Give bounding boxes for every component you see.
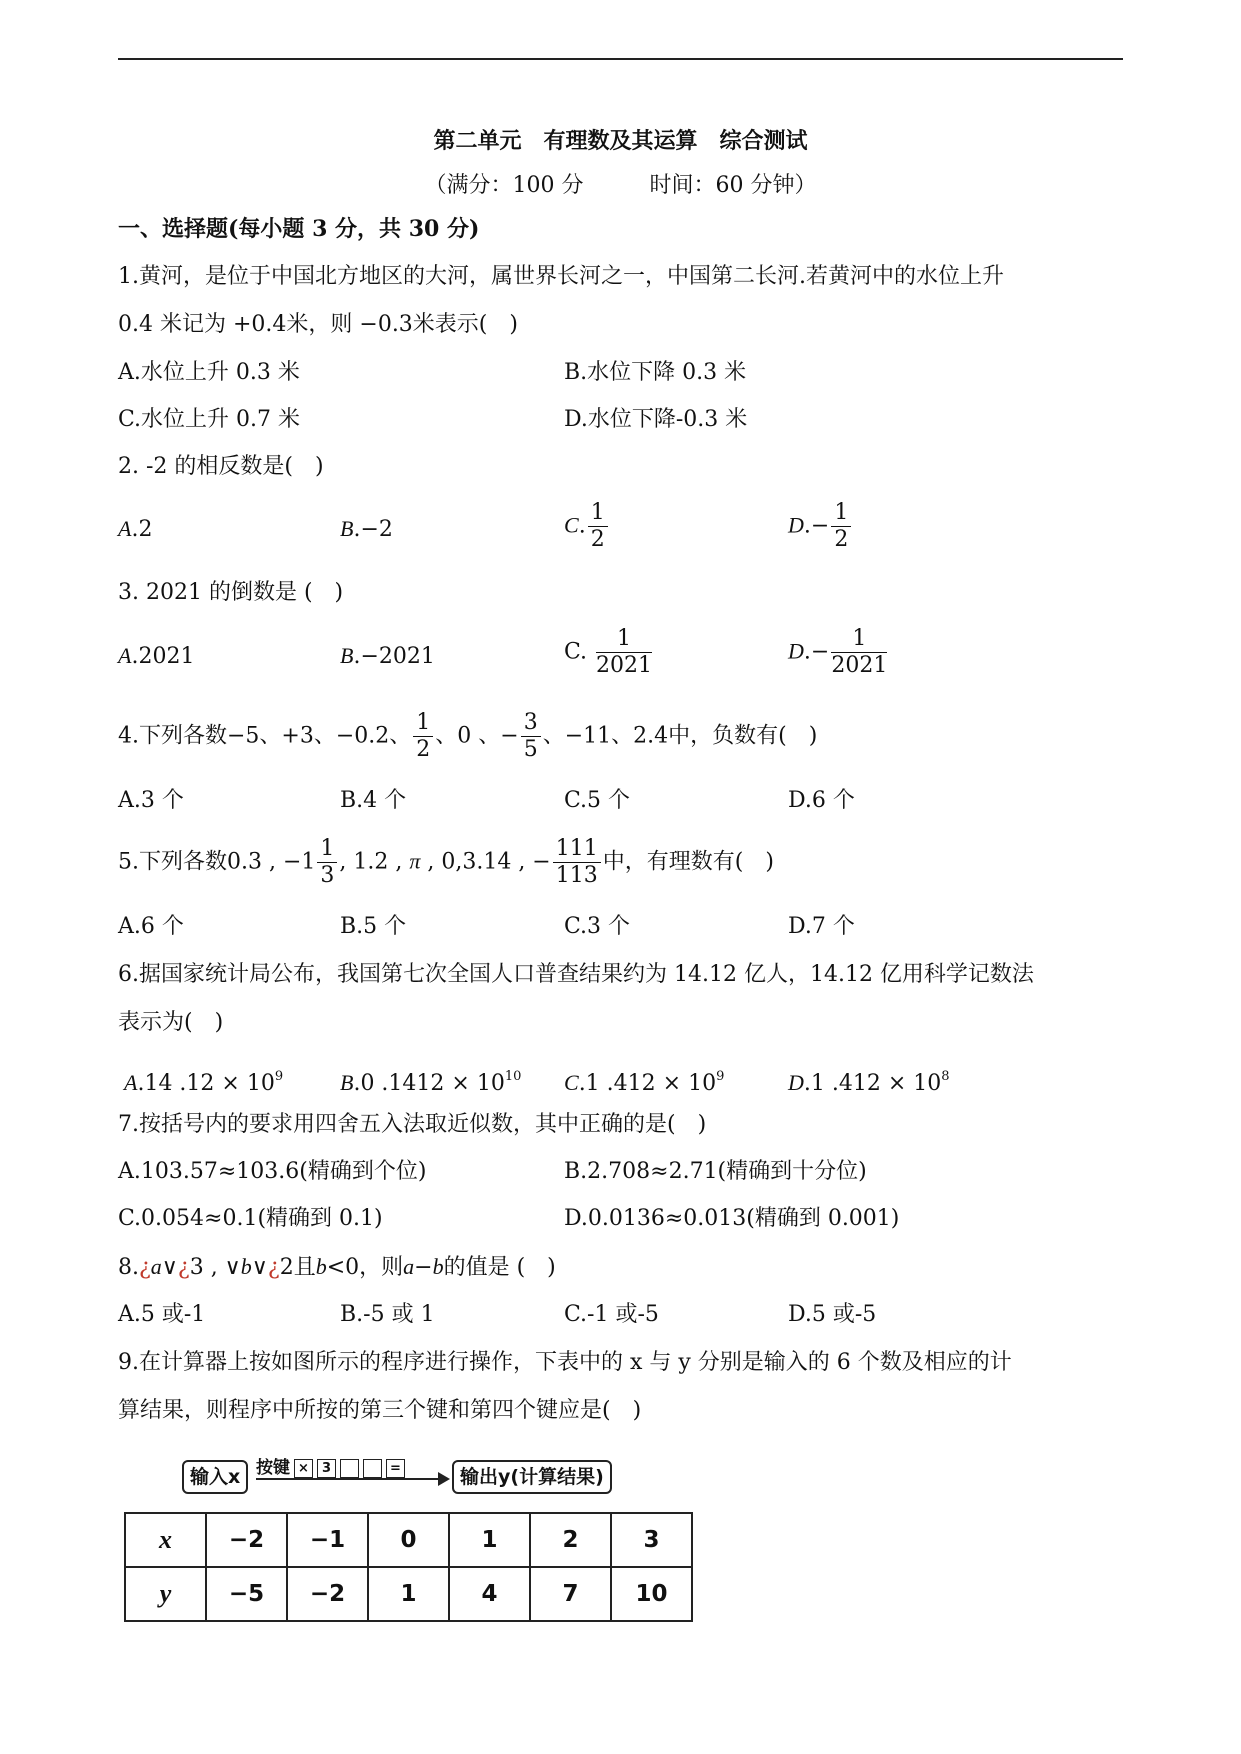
q7-option-d: D.0.0136≈0.013(精确到 0.001)	[564, 1206, 900, 1231]
q4-option-b: B.4 个	[340, 788, 407, 813]
q8-stem: 8.¿a∨¿3 , ∨b∨¿2且b<0，则a−b的值是 ( )	[118, 1254, 556, 1280]
q4-option-a: A.3 个	[118, 788, 184, 813]
table-cell: −2	[206, 1513, 287, 1567]
input-box: 输入x	[182, 1460, 248, 1494]
table-cell: 0	[368, 1513, 449, 1567]
q2-stem: 2. -2 的相反数是( )	[118, 454, 324, 479]
table-cell: 1	[449, 1513, 530, 1567]
fraction: $\frac{111}{113}$	[553, 836, 601, 889]
key-multiply: ×	[294, 1459, 313, 1478]
table-cell: 1	[368, 1567, 449, 1621]
top-rule	[118, 58, 1123, 60]
table-cell: −1	[287, 1513, 368, 1567]
q5-option-a: A.6 个	[118, 914, 184, 939]
q7-stem: 7.按括号内的要求用四舍五入法取近似数，其中正确的是( )	[118, 1112, 707, 1137]
q8-option-d: D.5 或-5	[788, 1302, 877, 1327]
xy-table	[124, 1512, 693, 1622]
q9-line2: 算结果，则程序中所按的第三个键和第四个键应是( )	[118, 1398, 642, 1423]
flow-arrow	[256, 1478, 442, 1480]
output-box: 输出y(计算结果)	[452, 1460, 612, 1494]
q3-option-b: B.−2021	[340, 643, 435, 669]
q1-option-a: A.水位上升 0.3 米	[118, 360, 300, 385]
q1-option-d: D.水位下降-0.3 米	[564, 407, 748, 432]
table-cell: −5	[206, 1567, 287, 1621]
q4-stem: 4.下列各数−5、+3、−0.2、 $\frac{1}{2}$ 、0 、− $\frac{3}{5}$ 、−11、2.4中，负数有( )	[118, 710, 818, 762]
page-subtitle: （满分：100 分 时间：60 分钟）	[424, 173, 817, 198]
fraction: $\frac{1}{2021}$	[596, 626, 653, 678]
q4-option-c: C.5 个	[564, 788, 631, 813]
q6-line2: 表示为( )	[118, 1010, 224, 1035]
q3-option-a: A.2021	[118, 643, 195, 669]
y-label: y	[125, 1567, 206, 1621]
q6-option-b: B.0 $.1412 \times 10^{10}$	[340, 1069, 522, 1096]
key-blank-3	[340, 1459, 359, 1478]
key-sequence: 按键 × 3 =	[256, 1453, 405, 1478]
q2-option-a: A.2	[118, 516, 153, 542]
q7-option-a: A.103.57≈103.6(精确到个位)	[118, 1159, 427, 1184]
table-cell: −2	[287, 1567, 368, 1621]
q8-option-b: B.-5 或 1	[340, 1302, 435, 1327]
q5-option-c: C.3 个	[564, 914, 631, 939]
q1-option-b: B.水位下降 0.3 米	[564, 360, 747, 385]
q3-option-d: D.− $\frac{1}{2021}$	[788, 626, 888, 678]
q6-line1: 6.据国家统计局公布，我国第七次全国人口普查结果约为 14.12 亿人，14.12 亿用科学记数法	[118, 962, 1034, 987]
q3-option-c: C. $\frac{1}{2021}$	[564, 626, 653, 678]
q9-line1: 9.在计算器上按如图所示的程序进行操作，下表中的 x 与 y 分别是输入的 6 个数及相应的计	[118, 1350, 1012, 1375]
q5-stem: 5.下列各数0.3 , −1 $\frac{1}{3}$ , 1.2 , π , 0,3.14 , − $\frac{111}{113}$ 中，有理数有( )	[118, 836, 774, 888]
fraction: $\frac{3}{5}$	[521, 710, 541, 763]
fraction: $\frac{1}{3}$	[317, 836, 337, 889]
q5-option-b: B.5 个	[340, 914, 407, 939]
fraction: $\frac{1}{2021}$	[831, 626, 888, 678]
q4-option-d: D.6 个	[788, 788, 855, 813]
q1-line1: 1.黄河，是位于中国北方地区的大河，属世界长河之一，中国第二长河.若黄河中的水位上升	[118, 264, 1004, 289]
q8-option-c: C.-1 或-5	[564, 1302, 659, 1327]
q2-option-d: D.− $\frac{1}{2}$	[788, 500, 853, 553]
q5-option-d: D.7 个	[788, 914, 855, 939]
q1-line2: 0.4 米记为 +0.4米，则 −0.3米表示( )	[118, 312, 518, 337]
q2-option-b: B.−2	[340, 516, 393, 542]
key-equals: =	[386, 1459, 405, 1478]
q6-option-d: D.1 $.412 \times 10^8$	[788, 1069, 950, 1096]
q6-option-c: C.1 $.412 \times 10^9$	[564, 1069, 725, 1096]
table-cell: 3	[611, 1513, 692, 1567]
table-cell: 4	[449, 1567, 530, 1621]
page-title: 第二单元 有理数及其运算 综合测试	[433, 128, 808, 154]
fraction: $\frac{1}{2}$	[588, 500, 608, 553]
table-cell: 10	[611, 1567, 692, 1621]
q7-option-c: C.0.054≈0.1(精确到 0.1)	[118, 1206, 383, 1231]
q7-option-b: B.2.708≈2.71(精确到十分位)	[564, 1159, 867, 1184]
table-cell: 2	[530, 1513, 611, 1567]
section-heading: 一、选择题(每小题 3 分，共 30 分)	[118, 216, 480, 242]
table-row	[125, 1513, 692, 1567]
arrow-head-icon	[438, 1472, 450, 1486]
table-row	[125, 1567, 692, 1621]
q3-stem: 3. 2021 的倒数是 ( )	[118, 580, 344, 605]
fraction: $\frac{1}{2}$	[831, 500, 851, 553]
q2-option-c: C. $\frac{1}{2}$	[564, 500, 610, 553]
table-cell: 7	[530, 1567, 611, 1621]
key-blank-4	[363, 1459, 382, 1478]
x-label: x	[125, 1513, 206, 1567]
fraction: $\frac{1}{2}$	[413, 710, 433, 763]
q1-option-c: C.水位上升 0.7 米	[118, 407, 301, 432]
q6-option-a: A.14 $.12 \times 10^9$	[124, 1069, 284, 1096]
key-three: 3	[317, 1459, 336, 1478]
q8-option-a: A.5 或-1	[118, 1302, 206, 1327]
